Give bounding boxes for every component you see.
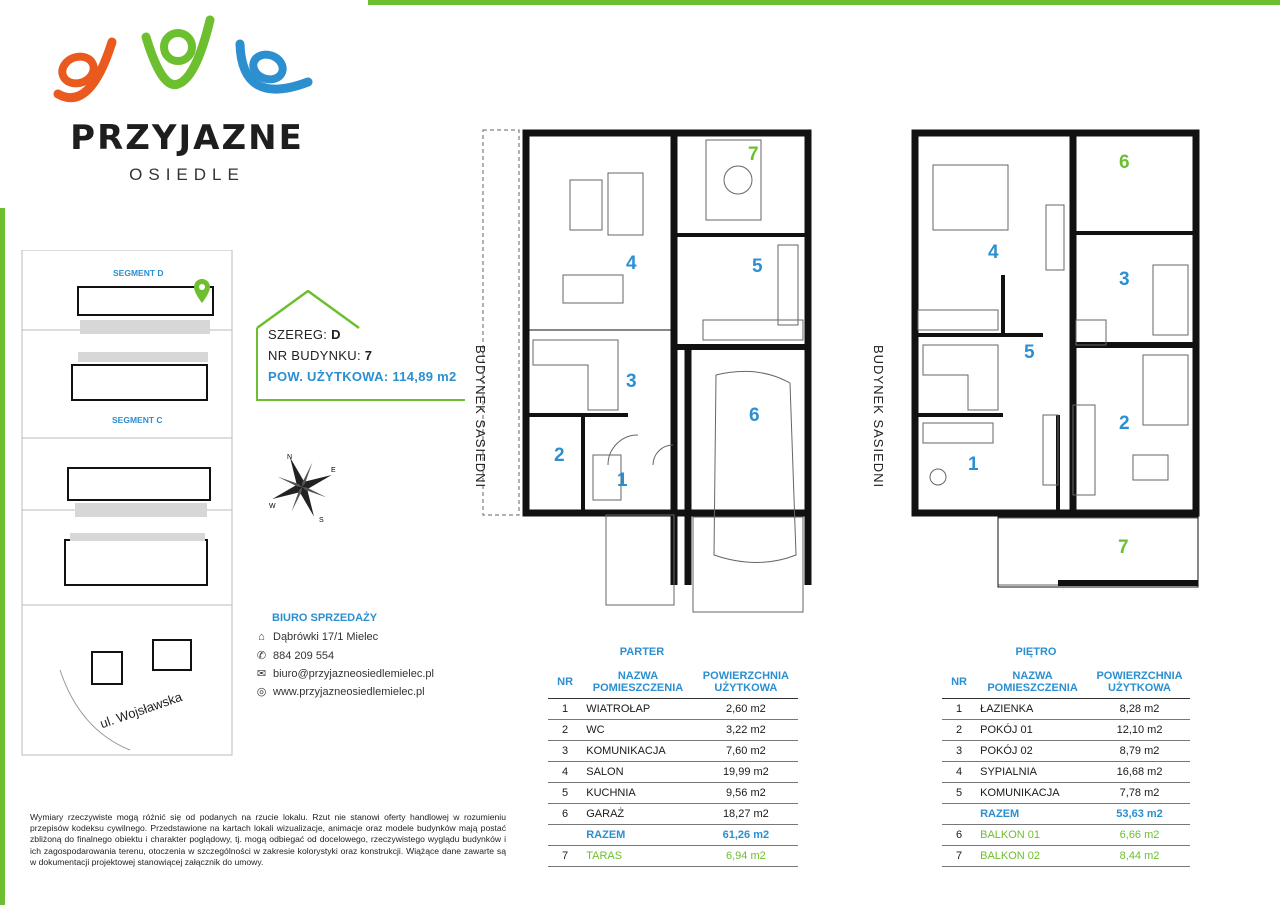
table-row: 2 WC 3,22 m2 <box>548 720 798 741</box>
room-number: 4 <box>626 253 637 274</box>
table-row: 6 GARAŻ 18,27 m2 <box>548 804 798 825</box>
street-label: ul. Wojsławska <box>98 689 184 732</box>
segment-c-label: SEGMENT C <box>112 415 163 425</box>
table-row: 4 SALON 19,99 m2 <box>548 762 798 783</box>
pietro-title: PIĘTRO <box>1015 646 1057 658</box>
location-pin-icon <box>193 278 211 304</box>
ground-floor-plan <box>478 125 833 620</box>
outdoor-row: 7 BALKON 02 8,44 m2 <box>942 846 1190 867</box>
logo-figures-icon <box>50 12 320 112</box>
email-link[interactable]: ✉ biuro@przyjazneosiedlemielec.pl <box>256 667 434 680</box>
room-number: 4 <box>988 242 999 263</box>
header-area: POWIERZCHNIA UŻYTKOWA <box>1089 666 1190 699</box>
table-row: 3 KOMUNIKACJA 7,60 m2 <box>548 741 798 762</box>
room-number: 1 <box>617 470 628 491</box>
address-item: ⌂ Dąbrówki 17/1 Mielec <box>256 631 378 643</box>
site-plan <box>20 250 235 770</box>
room-number: 2 <box>554 445 565 466</box>
header-area: POWIERZCHNIA UŻYTKOWA <box>694 666 798 699</box>
usable-area-info: POW. UŻYTKOWA: 114,89 m2 <box>268 369 457 384</box>
total-row: RAZEM 53,63 m2 <box>942 804 1190 825</box>
home-icon: ⌂ <box>258 630 265 643</box>
room-number: 6 <box>1119 152 1130 173</box>
row-info: SZEREG: D <box>268 327 341 342</box>
room-number: 3 <box>626 371 637 392</box>
table-row: 5 KUCHNIA 9,56 m2 <box>548 783 798 804</box>
header-nr: NR <box>942 666 976 699</box>
top-accent-bar <box>368 0 1280 5</box>
website-link[interactable]: ◎ www.przyjazneosiedlemielec.pl <box>256 685 425 698</box>
table-row: 4 SYPIALNIA 16,68 m2 <box>942 762 1190 783</box>
header-nr: NR <box>548 666 582 699</box>
compass-rose-icon <box>265 450 340 525</box>
mail-icon: ✉ <box>256 667 267 680</box>
outdoor-row: 6 BALKON 01 6,66 m2 <box>942 825 1190 846</box>
upper-floor-plan <box>908 125 1203 595</box>
table-row: 1 WIATROŁAP 2,60 m2 <box>548 699 798 720</box>
phone-icon: ✆ <box>256 649 267 662</box>
room-number: 5 <box>752 256 763 277</box>
header-name: NAZWA POMIESZCZENIA <box>976 666 1089 699</box>
logo-wordmark: PRZYJAZNE <box>70 118 304 158</box>
logo-subtitle: OSIEDLE <box>129 165 245 184</box>
svg-text:E: E <box>331 467 336 474</box>
svg-text:S: S <box>319 517 324 524</box>
room-number: 7 <box>1118 537 1129 558</box>
parter-rooms-table <box>548 666 798 867</box>
globe-icon: ◎ <box>256 685 267 698</box>
building-info <box>268 327 457 390</box>
neighbor-building-label: BUDYNEK SASIEDNI <box>871 345 886 489</box>
header-name: NAZWA POMIESZCZENIA <box>582 666 694 699</box>
building-number-info: NR BUDYNKU: 7 <box>268 348 373 363</box>
sales-office-title: BIURO SPRZEDAŻY <box>272 612 378 624</box>
room-number: 6 <box>749 405 760 426</box>
neighbor-building-label: BUDYNEK SASIEDNI <box>473 345 488 489</box>
phone-item[interactable]: ✆ 884 209 554 <box>256 649 335 662</box>
pietro-rooms-table <box>942 666 1190 867</box>
legal-disclaimer: Wymiary rzeczywiste mogą różnić się od podanych na rzucie lokalu. Rzut nie stanowi oferty handlowej w rozumieniu przepisów kodeksu cywilnego. Przedstawione na kartach lokali wizualizacje, animacje oraz modele budynków mają postać zbliżoną do finalnego obiektu i charakter poglądowy, tj. mogą odbiegać od docelowego, rzeczywistego wyglądu budynków i ich zagospodarowania terenu, otoczenia w szczególności w zakresie kolorystyki oraz konstrukcji. Wiążące dane zawarte są w dokumentacji projektowej stanowiącej załącznik do umowy. <box>30 812 506 867</box>
table-row: 3 POKÓJ 02 8,79 m2 <box>942 741 1190 762</box>
table-row: 5 KOMUNIKACJA 7,78 m2 <box>942 783 1190 804</box>
table-row: 2 POKÓJ 01 12,10 m2 <box>942 720 1190 741</box>
total-row: RAZEM 61,26 m2 <box>548 825 798 846</box>
segment-d-label: SEGMENT D <box>113 268 164 278</box>
svg-text:N: N <box>287 454 293 461</box>
room-number: 5 <box>1024 342 1035 363</box>
room-number: 7 <box>748 144 759 165</box>
table-row: 1 ŁAZIENKA 8,28 m2 <box>942 699 1190 720</box>
svg-text:W: W <box>269 503 276 510</box>
room-number: 3 <box>1119 269 1130 290</box>
left-accent-bar <box>0 208 5 905</box>
parter-title: PARTER <box>619 646 665 658</box>
room-number: 2 <box>1119 413 1130 434</box>
room-number: 1 <box>968 454 979 475</box>
outdoor-row: 7 TARAS 6,94 m2 <box>548 846 798 867</box>
